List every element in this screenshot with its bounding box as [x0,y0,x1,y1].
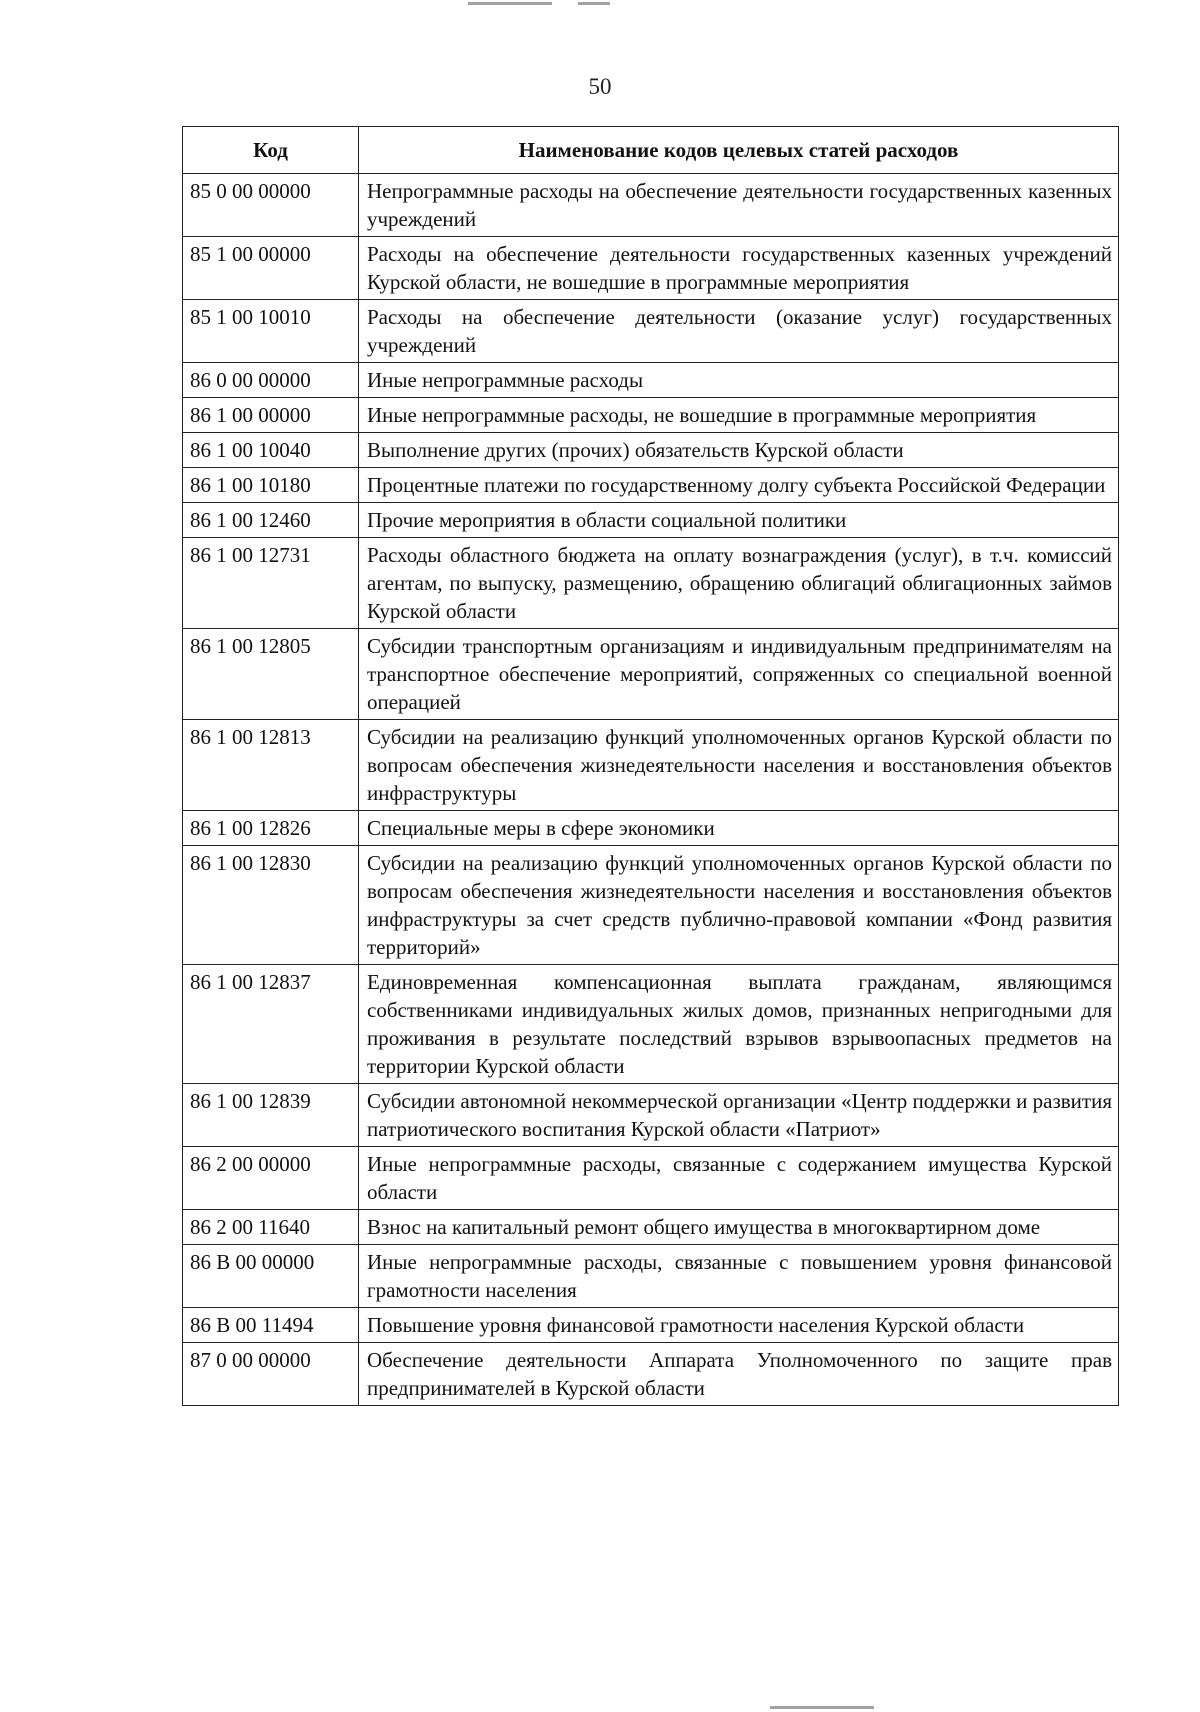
table-row [183,433,1119,468]
table-row [183,237,1119,300]
row-name: Расходы областного бюджета на оплату вознаграждения (услуг), в т.ч. комиссий агентам, по выпуску, размещению, обращению облигаций облигационных займов Курской области [359,538,1119,629]
row-name: Повышение уровня финансовой грамотности населения Курской области [359,1308,1119,1343]
row-name: Иные непрограммные расходы, связанные с повышением уровня финансовой грамотности населения [359,1245,1119,1308]
table-row [183,363,1119,398]
scan-artifact-bottom [770,1706,874,1709]
table-row [183,174,1119,237]
row-name: Субсидии на реализацию функций уполномоченных органов Курской области по вопросам обеспечения жизнедеятельности населения и восстановления объектов инфраструктуры за счет средств публично-правовой компании «Фонд развития территорий» [359,846,1119,965]
table-body [183,174,1119,1406]
row-code: 86 1 00 12813 [183,720,359,811]
row-name: Процентные платежи по государственному долгу субъекта Российской Федерации [359,468,1119,503]
row-code: 86 1 00 12460 [183,503,359,538]
row-code: 86 1 00 12830 [183,846,359,965]
scan-artifact-top [468,2,552,5]
row-code: 86 1 00 12837 [183,965,359,1084]
row-name: Субсидии на реализацию функций уполномоченных органов Курской области по вопросам обеспечения жизнедеятельности населения и восстановления объектов инфраструктуры [359,720,1119,811]
table-row [183,468,1119,503]
header-name: Наименование кодов целевых статей расходов [359,127,1119,174]
row-name: Иные непрограммные расходы, не вошедшие в программные мероприятия [359,398,1119,433]
page-number: 50 [588,74,612,99]
table-row [183,503,1119,538]
row-code: 86 2 00 00000 [183,1147,359,1210]
row-name: Обеспечение деятельности Аппарата Уполномоченного по защите прав предпринимателей в Курской области [359,1343,1119,1406]
table-row [183,720,1119,811]
row-code: 86 1 00 12805 [183,629,359,720]
row-code: 86 В 00 11494 [183,1308,359,1343]
row-code: 86 1 00 12826 [183,811,359,846]
table-row [183,1308,1119,1343]
row-code: 86 1 00 10040 [183,433,359,468]
scan-artifact-top-2 [578,2,610,5]
row-code: 86 1 00 10180 [183,468,359,503]
row-code: 86 1 00 12731 [183,538,359,629]
table-row [183,846,1119,965]
row-name: Иные непрограммные расходы [359,363,1119,398]
header-code: Код [183,127,359,174]
table-row [183,629,1119,720]
row-code: 85 1 00 10010 [183,300,359,363]
table-row [183,1245,1119,1308]
table-row [183,538,1119,629]
table-row [183,811,1119,846]
row-code: 86 1 00 12839 [183,1084,359,1147]
table-header-row [183,127,1119,174]
row-code: 86 В 00 00000 [183,1245,359,1308]
row-code: 87 0 00 00000 [183,1343,359,1406]
row-name: Непрограммные расходы на обеспечение деятельности государственных казенных учреждений [359,174,1119,237]
row-code: 86 1 00 00000 [183,398,359,433]
row-name: Субсидии автономной некоммерческой организации «Центр поддержки и развития патриотического воспитания Курской области «Патриот» [359,1084,1119,1147]
row-code: 86 2 00 11640 [183,1210,359,1245]
table-row [183,1343,1119,1406]
row-name: Единовременная компенсационная выплата гражданам, являющимся собственниками индивидуальных жилых домов, признанных непригодными для проживания в результате последствий взрывов взрывоопасных предметов на территории Курской области [359,965,1119,1084]
table-row [183,1084,1119,1147]
table-row [183,398,1119,433]
target-expense-codes-table [182,126,1119,1406]
row-name: Расходы на обеспечение деятельности государственных казенных учреждений Курской области, не вошедшие в программные мероприятия [359,237,1119,300]
table-row [183,300,1119,363]
table-row [183,1210,1119,1245]
row-code: 85 1 00 00000 [183,237,359,300]
table-row [183,965,1119,1084]
row-name: Специальные меры в сфере экономики [359,811,1119,846]
row-code: 85 0 00 00000 [183,174,359,237]
row-name: Прочие мероприятия в области социальной политики [359,503,1119,538]
row-name: Субсидии транспортным организациям и индивидуальным предпринимателям на транспортное обеспечение мероприятий, сопряженных со специальной военной операцией [359,629,1119,720]
table-row [183,1147,1119,1210]
row-name: Выполнение других (прочих) обязательств Курской области [359,433,1119,468]
row-name: Расходы на обеспечение деятельности (оказание услуг) государственных учреждений [359,300,1119,363]
row-code: 86 0 00 00000 [183,363,359,398]
row-name: Иные непрограммные расходы, связанные с содержанием имущества Курской области [359,1147,1119,1210]
row-name: Взнос на капитальный ремонт общего имущества в многоквартирном доме [359,1210,1119,1245]
